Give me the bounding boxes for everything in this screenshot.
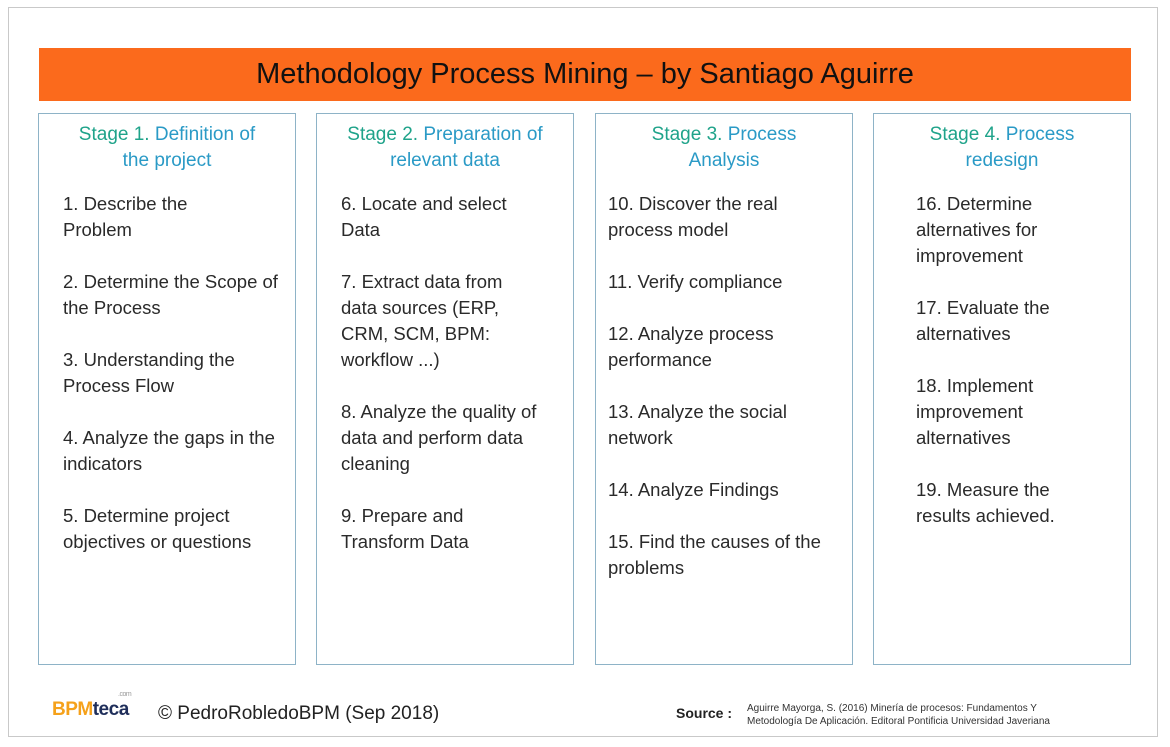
step-item: 5. Determine project objectives or questions	[63, 505, 252, 552]
stage-3-title	[596, 122, 852, 174]
step-item: 10. Discover the real process model	[608, 193, 778, 240]
stage-2-title	[317, 122, 573, 174]
stage-1-steps	[63, 191, 295, 555]
stage-2-box	[316, 113, 574, 665]
step-item: 8. Analyze the quality of data and perform data cleaning	[341, 401, 537, 474]
stage-3-name-line2: Analysis	[688, 150, 760, 171]
stage-2-number: Stage 2.	[347, 124, 419, 145]
stage-4-name-line2: redesign	[965, 150, 1039, 171]
copyright-text: © PedroRobledoBPM (Sep 2018)	[158, 703, 440, 724]
source-citation: Aguirre Mayorga, S. (2016) Minería de procesos: Fundamentos Y Metodología De Aplicación. Editoral Pontificia Universidad Javeriana	[747, 703, 1050, 727]
step-item: 16. Determine alternatives for improvement	[916, 193, 1038, 266]
step-item: 12. Analyze process performance	[608, 323, 774, 370]
step-item: 9. Prepare and Transform Data	[341, 505, 469, 552]
stage-4-number: Stage 4.	[929, 124, 1001, 145]
stage-1-box	[38, 113, 296, 665]
stage-4-steps	[916, 191, 1130, 529]
stage-1-title	[39, 122, 295, 174]
step-item: 19. Measure the results achieved.	[916, 479, 1055, 526]
stage-1-name-line2: the project	[122, 150, 212, 171]
step-item: 2. Determine the Scope of the Process	[63, 271, 278, 318]
stage-4-title	[874, 122, 1130, 174]
stage-3-name-line1: Process	[727, 124, 797, 145]
stage-3-box	[595, 113, 853, 665]
stage-3-steps	[608, 191, 852, 581]
step-item: 4. Analyze the gaps in the indicators	[63, 427, 275, 474]
title-banner	[39, 48, 1131, 101]
stage-2-name-line1: Preparation of	[423, 124, 543, 145]
step-item: 18. Implement improvement alternatives	[916, 375, 1034, 448]
diagram-title: Methodology Process Mining – by Santiago Aguirre	[256, 58, 914, 90]
stage-4-name-line1: Process	[1005, 124, 1075, 145]
stage-2-name-line2: relevant data	[390, 150, 500, 171]
step-item: 13. Analyze the social network	[608, 401, 787, 448]
step-item: 1. Describe the Problem	[63, 193, 188, 240]
step-item: 3. Understanding the Process Flow	[63, 349, 235, 396]
stage-2-steps	[341, 191, 573, 555]
stage-3-number: Stage 3.	[651, 124, 723, 145]
bpmteca-logo: BPMteca .com	[52, 691, 132, 720]
step-item: 7. Extract data from data sources (ERP, CRM, SCM, BPM: workflow ...)	[341, 271, 503, 370]
source-label: Source :	[676, 705, 733, 721]
step-item: 17. Evaluate the alternatives	[916, 297, 1050, 344]
step-item: 15. Find the causes of the problems	[608, 531, 821, 578]
step-item: 14. Analyze Findings	[608, 479, 779, 500]
stage-4-box	[873, 113, 1131, 665]
step-item: 6. Locate and select Data	[341, 193, 507, 240]
stage-1-name-line1: Definition of	[154, 124, 256, 145]
stage-1-number: Stage 1.	[78, 124, 150, 145]
step-item: 11. Verify compliance	[608, 271, 783, 292]
